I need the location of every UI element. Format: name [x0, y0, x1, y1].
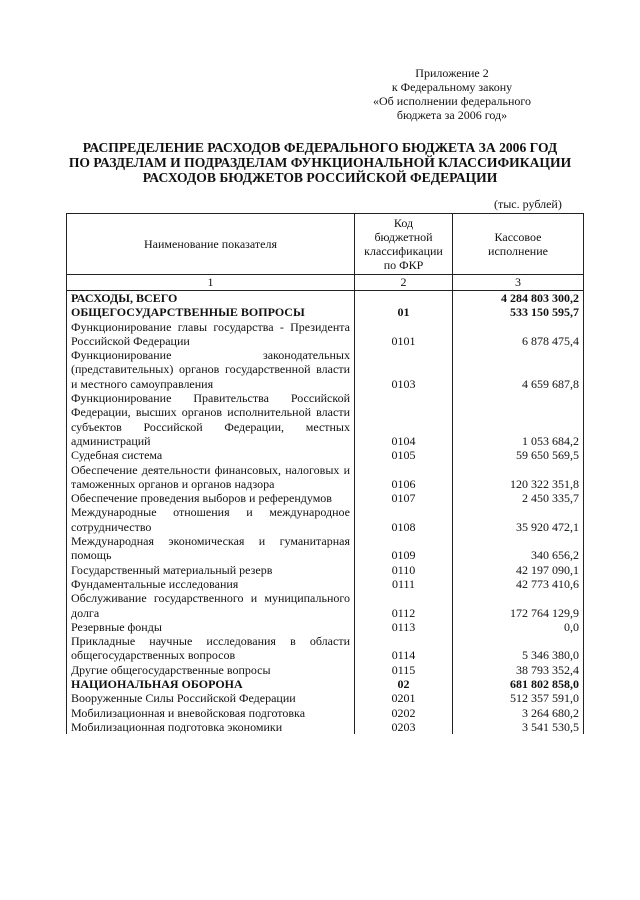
row-code: 0110	[355, 563, 453, 577]
row-amount: 2 450 335,7	[453, 491, 584, 505]
row-code: 0104	[355, 391, 453, 448]
table-row	[67, 706, 584, 720]
table-header	[67, 214, 584, 275]
row-code: 01	[355, 305, 453, 319]
appendix-line: «Об исполнении федерального	[372, 94, 532, 108]
row-name: Международные отношения и международное сотрудничество	[67, 505, 355, 534]
column-number-row	[67, 275, 584, 291]
row-name: Судебная система	[67, 448, 355, 462]
row-amount: 533 150 595,7	[453, 305, 584, 319]
table-row	[67, 534, 584, 563]
row-name: Обеспечение проведения выборов и референдумов	[67, 491, 355, 505]
title-line: ПО РАЗДЕЛАМ И ПОДРАЗДЕЛАМ ФУНКЦИОНАЛЬНОЙ КЛАССИФИКАЦИИ	[68, 155, 572, 170]
row-code: 0103	[355, 348, 453, 391]
table-row	[67, 348, 584, 391]
table-body	[67, 275, 584, 735]
row-amount: 1 053 684,2	[453, 391, 584, 448]
table-row	[67, 620, 584, 634]
row-name: Прикладные научные исследования в области общегосударственных вопросов	[67, 634, 355, 663]
appendix-note	[357, 66, 547, 122]
document-title	[60, 140, 580, 185]
header-code	[355, 214, 453, 275]
row-code: 0113	[355, 620, 453, 634]
row-name: Мобилизационная подготовка экономики	[67, 720, 355, 734]
row-name: Другие общегосударственные вопросы	[67, 663, 355, 677]
table-row	[67, 577, 584, 591]
row-name: Обеспечение деятельности финансовых, налоговых и таможенных органов и органов надзора	[67, 463, 355, 492]
row-amount: 120 322 351,8	[453, 463, 584, 492]
row-amount: 3 264 680,2	[453, 706, 584, 720]
table-row	[67, 305, 584, 319]
row-name: РАСХОДЫ, ВСЕГО	[67, 291, 355, 306]
row-amount: 512 357 591,0	[453, 691, 584, 705]
row-code: 0109	[355, 534, 453, 563]
header-name: Наименование показателя	[67, 214, 355, 275]
table-row	[67, 563, 584, 577]
row-code: 0202	[355, 706, 453, 720]
row-name: Мобилизационная и вневойсковая подготовка	[67, 706, 355, 720]
header-amount-line: Кассовое	[494, 230, 542, 244]
table-row	[67, 291, 584, 306]
row-name: Функционирование Правительства Российской Федерации, высших органов исполнительной власти субъектов Российской Федерации, местных администраций	[67, 391, 355, 448]
row-amount: 5 346 380,0	[453, 634, 584, 663]
row-amount: 4 284 803 300,2	[453, 291, 584, 306]
row-amount: 3 541 530,5	[453, 720, 584, 734]
table-row	[67, 691, 584, 705]
table-row	[67, 320, 584, 349]
row-name: Международная экономическая и гуманитарная помощь	[67, 534, 355, 563]
row-name: Обслуживание государственного и муниципального долга	[67, 591, 355, 620]
row-amount: 0,0	[453, 620, 584, 634]
budget-table	[66, 213, 584, 734]
table-row	[67, 720, 584, 734]
row-amount: 59 650 569,5	[453, 448, 584, 462]
header-code-line: Код	[393, 216, 414, 230]
row-name: Государственный материальный резерв	[67, 563, 355, 577]
row-code: 0111	[355, 577, 453, 591]
title-line: РАСХОДОВ БЮДЖЕТОВ РОССИЙСКОЙ ФЕДЕРАЦИИ	[142, 170, 498, 185]
row-name: Функционирование главы государства - Президента Российской Федерации	[67, 320, 355, 349]
table-row	[67, 391, 584, 448]
row-amount: 681 802 858,0	[453, 677, 584, 691]
row-code: 0101	[355, 320, 453, 349]
row-code: 0106	[355, 463, 453, 492]
row-name: Резервные фонды	[67, 620, 355, 634]
row-amount: 4 659 687,8	[453, 348, 584, 391]
row-amount: 42 773 410,6	[453, 577, 584, 591]
table-row	[67, 505, 584, 534]
row-amount: 172 764 129,9	[453, 591, 584, 620]
appendix-line: к Федеральному закону	[391, 80, 513, 94]
table-row	[67, 463, 584, 492]
column-number: 3	[453, 275, 584, 291]
row-amount: 38 793 352,4	[453, 663, 584, 677]
column-number: 1	[67, 275, 355, 291]
row-name: Фундаментальные исследования	[67, 577, 355, 591]
row-code: 0201	[355, 691, 453, 705]
header-code-line: бюджетной	[374, 230, 433, 244]
header-amount-line: исполнение	[488, 244, 548, 258]
title-line: РАСПРЕДЕЛЕНИЕ РАСХОДОВ ФЕДЕРАЛЬНОГО БЮДЖЕТА ЗА 2006 ГОД	[82, 140, 558, 155]
row-code: 0115	[355, 663, 453, 677]
header-amount	[453, 214, 584, 275]
row-name: НАЦИОНАЛЬНАЯ ОБОРОНА	[67, 677, 355, 691]
row-code: 0203	[355, 720, 453, 734]
row-amount: 35 920 472,1	[453, 505, 584, 534]
header-code-line: по ФКР	[383, 258, 424, 272]
table-row	[67, 448, 584, 462]
row-name: Функционирование законодательных (представительных) органов государственной власти и местного самоуправления	[67, 348, 355, 391]
appendix-line: Приложение 2	[415, 66, 489, 80]
row-code: 02	[355, 677, 453, 691]
row-code: 0114	[355, 634, 453, 663]
table-row	[67, 634, 584, 663]
row-code: 0108	[355, 505, 453, 534]
row-code: 0112	[355, 591, 453, 620]
header-code-line: классификации	[364, 244, 443, 258]
table-row	[67, 677, 584, 691]
row-amount: 340 656,2	[453, 534, 584, 563]
table-row	[67, 663, 584, 677]
units-note: (тыс. рублей)	[494, 197, 562, 211]
row-name: Вооруженные Силы Российской Федерации	[67, 691, 355, 705]
column-number: 2	[355, 275, 453, 291]
appendix-line: бюджета за 2006 год»	[396, 108, 508, 122]
table-row	[67, 491, 584, 505]
row-code	[355, 291, 453, 306]
table-row	[67, 591, 584, 620]
row-amount: 42 197 090,1	[453, 563, 584, 577]
row-name: ОБЩЕГОСУДАРСТВЕННЫЕ ВОПРОСЫ	[67, 305, 355, 319]
row-code: 0105	[355, 448, 453, 462]
row-code: 0107	[355, 491, 453, 505]
row-amount: 6 878 475,4	[453, 320, 584, 349]
